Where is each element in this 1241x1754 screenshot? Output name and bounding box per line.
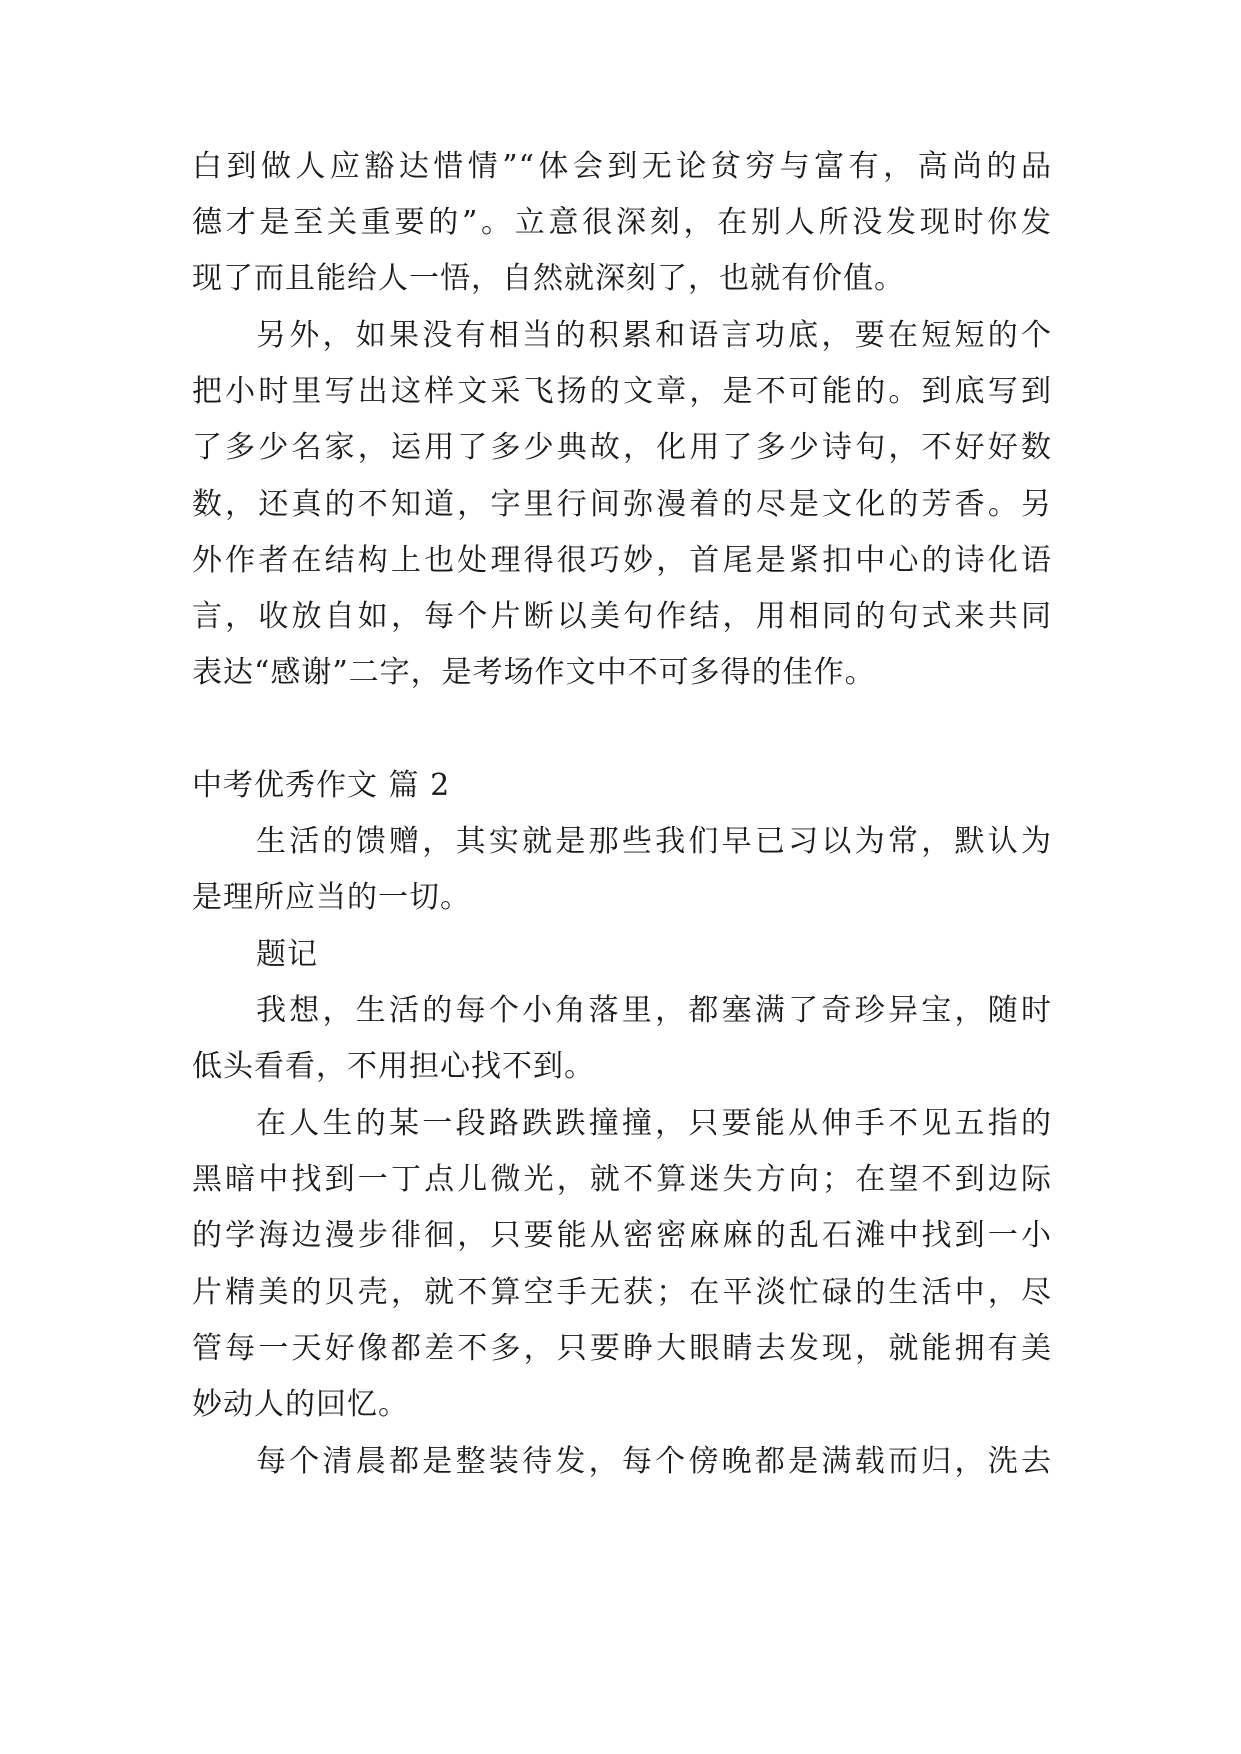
paragraph-line: 我想，生活的每个小角落里，都塞满了奇珍异宝，随时 [256,993,1052,1028]
paragraph-line: 现了而且能给人一悟，自然就深刻了，也就有价值。 [192,261,905,296]
paragraph-line: 表达“感谢”二字，是考场作文中不可多得的佳作。 [192,655,876,690]
paragraph-line: 了多少名家，运用了多少典故，化用了多少诗句，不好好数 [192,430,1052,465]
paragraph-line: 数，还真的不知道，字里行间弥漫着的尽是文化的芳香。另 [192,487,1052,522]
paragraph-line: 言，收放自如，每个片断以美句作结，用相同的句式来共同 [192,599,1052,634]
paragraph-line: 每个清晨都是整装待发，每个傍晚都是满载而归，洗去 [256,1444,1052,1479]
paragraph-line: 把小时里写出这样文采飞扬的文章，是不可能的。到底写到 [192,374,1052,409]
paragraph-line: 题记 [256,937,318,972]
paragraph-line: 妙动人的回忆。 [192,1387,409,1422]
paragraph-line: 的学海边漫步徘徊，只要能从密密麻麻的乱石滩中找到一小 [192,1218,1052,1253]
paragraph-line: 德才是至关重要的”。立意很深刻，在别人所没发现时你发 [192,205,1052,240]
paragraph-line: 低头看看，不用担心找不到。 [192,1049,595,1084]
paragraph-line: 管每一天好像都差不多，只要睁大眼睛去发现，就能拥有美 [192,1331,1052,1366]
paragraph-line: 外作者在结构上也处理得很巧妙，首尾是紧扣中心的诗化语 [192,543,1052,578]
paragraph-line: 是理所应当的一切。 [192,880,471,915]
paragraph-line: 在人生的某一段路跌跌撞撞，只要能从伸手不见五指的 [256,1106,1052,1141]
section-heading: 中考优秀作文 篇 2 [192,768,451,803]
paragraph-line: 生活的馈赠，其实就是那些我们早已习以为常，默认为 [256,824,1052,859]
paragraph-line: 片精美的贝壳，就不算空手无获；在平淡忙碌的生活中，尽 [192,1275,1052,1310]
paragraph-line: 黑暗中找到一丁点儿微光，就不算迷失方向；在望不到边际 [192,1162,1052,1197]
paragraph-line: 另外，如果没有相当的积累和语言功底，要在短短的个 [256,318,1052,353]
paragraph-line: 白到做人应豁达惜情”“体会到无论贫穷与富有，高尚的品 [192,149,1052,184]
